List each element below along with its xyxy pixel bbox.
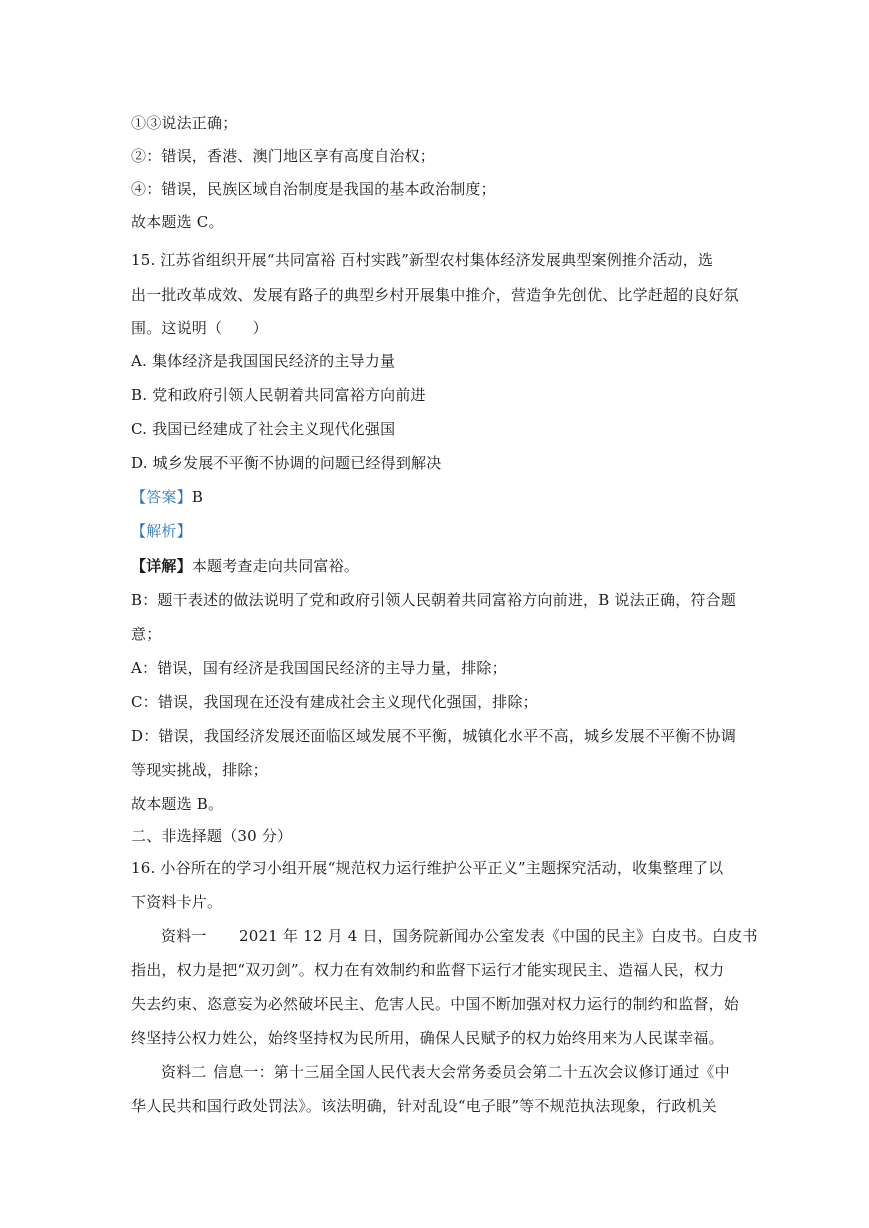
section-2-title: 二、非选择题（30 分） [131,827,293,845]
material-1-text-1: 2021 年 12 月 4 日，国务院新闻办公室发表《中国的民主》白皮书。白皮书 [239,927,758,945]
q16-material-1-line-1 [161,926,758,946]
q16-stem-line-1: 16. 小谷所在的学习小组开展“规范权力运行维护公平正义”主题探究活动，收集整理了以 [131,859,724,877]
q16-material-2-line-2: 华人民共和国行政处罚法》。该法明确，针对乱设“电子眼”等不规范执法现象，行政机关 [131,1097,717,1115]
q16-material-1-line-3: 失去约束、恣意妄为必然破坏民主、危害人民。中国不断加强对权力运行的制约和监督，始 [131,995,740,1013]
material-1-label: 资料一 [161,927,207,945]
q15-stem-line-3: 围。这说明（ ） [131,319,268,337]
q15-explain-c: C：错误，我国现在还没有建成社会主义现代化强国，排除； [131,693,538,711]
q15-conclusion: 故本题选 B。 [131,795,224,813]
q15-option-c: C. 我国已经建成了社会主义现代化强国 [131,420,396,438]
q16-material-1-line-4: 终坚持公权力姓公，始终坚持权为民所用，确保人民赋予的权力始终用来为人民谋幸福。 [131,1029,724,1047]
q15-explain-d-line-2: 等现实挑战，排除； [131,761,268,779]
q15-option-d: D. 城乡发展不平衡不协调的问题已经得到解决 [131,454,442,472]
q16-stem-line-2: 下资料卡片。 [131,893,223,911]
detail-text: 本题考查走向共同富裕。 [191,557,360,575]
material-2-text-1: 信息一：第十三届全国人民代表大会常务委员会第二十五次会议修订通过《中 [213,1063,730,1081]
q15-explain-d-line-1: D：错误，我国经济发展还面临区域发展不平衡，城镇化水平不高，城乡发展不平衡不协调 [131,727,737,745]
q15-detail [131,556,359,576]
q15-explain-b-line-2: 意； [131,625,162,643]
prev-conclusion: 故本题选 C。 [131,213,224,231]
detail-tag: 【详解】 [131,557,192,575]
prev-analysis-line-3: ④：错误，民族区域自治制度是我国的基本政治制度； [131,180,496,198]
q15-analysis-heading [131,521,192,541]
answer-value: B [191,488,204,506]
q15-option-a: A. 集体经济是我国国民经济的主导力量 [131,352,396,370]
prev-analysis-line-1: ①③说法正确； [131,114,238,132]
q16-material-1-line-2: 指出，权力是把“双刃剑”。权力在有效制约和监督下运行才能实现民主、造福人民，权力 [131,961,725,979]
q15-option-b: B. 党和政府引领人民朝着共同富裕方向前进 [131,386,426,404]
material-2-label: 资料二 [161,1063,207,1081]
q16-material-2-line-1 [161,1062,730,1082]
q15-answer [131,487,203,507]
q15-stem-line-1: 15. 江苏省组织开展“共同富裕 百村实践”新型农村集体经济发展典型案例推介活动，选 [131,251,714,269]
answer-tag: 【答案】 [131,488,192,506]
q15-explain-b-line-1: B：题干表述的做法说明了党和政府引领人民朝着共同富裕方向前进，B 说法正确，符合题 [131,591,737,609]
q15-stem-line-2: 出一批改革成效、发展有路子的典型乡村开展集中推介，营造争先创优、比学赶超的良好氛 [131,286,740,304]
prev-analysis-line-2: ②：错误，香港、澳门地区享有高度自治权； [131,147,436,165]
q15-explain-a: A：错误，国有经济是我国国民经济的主导力量，排除； [131,659,507,677]
analysis-tag: 【解析】 [131,522,192,540]
